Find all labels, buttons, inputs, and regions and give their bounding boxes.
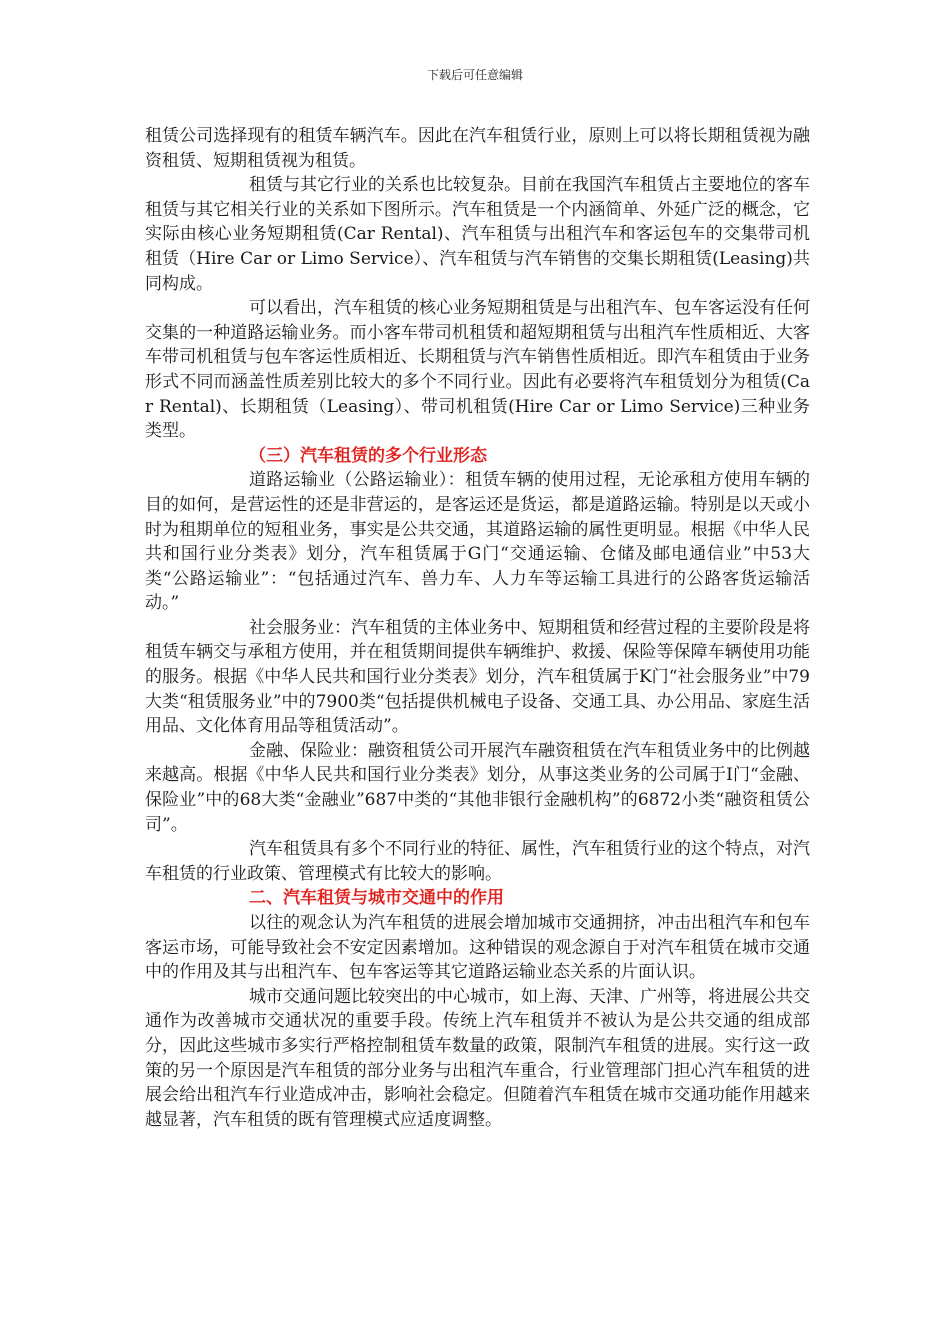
paragraph-social-service: 社会服务业：汽车租赁的主体业务中、短期租赁和经营过程的主要阶段是将租赁车辆交与承租方使用，并在租赁期间提供车辆维护、救援、保险等保障车辆使用功能的服务。根据《中华人民共和国行业分类表》划分，汽车租赁属于K门“社会服务业”中79大类“租赁服务业”中的7900类“包括提供机械电子设备、交通工具、办公用品、家庭生活用品、文化体育用品等租赁活动”。 bbox=[145, 617, 810, 737]
paragraph-2: 租赁与其它行业的关系也比较复杂。目前在我国汽车租赁占主要地位的客车租赁与其它相关行业的关系如下图所示。汽车租赁是一个内涵简单、外延广泛的概念，它实际由核心业务短期租赁(Car Rental)、汽车租赁与出租汽车和客运包车的交集带司机租赁（Hire Car or Limo Service）、汽车租赁与汽车销售的交集长期租赁(Leasing)共同构成。 bbox=[145, 175, 810, 294]
paragraph-road-transport: 道路运输业（公路运输业）：租赁车辆的使用过程，无论承租方使用车辆的目的如何，是营运性的还是非营运的，是客运还是货运，都是道路运输。特别是以天或小时为租期单位的短租业务，事实是公共交通，其道路运输的属性更明显。根据《中华人民共和国行业分类表》划分，汽车租赁属于G门“交通运输、仓储及邮电通信业”中53大类“公路运输业”：“包括通过汽车、兽力车、人力车等运输工具进行的公路客货运输活动。” bbox=[145, 470, 810, 614]
paragraph-1: 租赁公司选择现有的租赁车辆汽车。因此在汽车租赁行业，原则上可以将长期租赁视为融资租赁、短期租赁视为租赁。 bbox=[145, 126, 810, 171]
document-body bbox=[145, 124, 810, 1132]
paragraph-industry-summary: 汽车租赁具有多个不同行业的特征、属性，汽车租赁行业的这个特点，对汽车租赁的行业政策、管理模式有比较大的影响。 bbox=[145, 839, 810, 884]
paragraph-3: 可以看出，汽车租赁的核心业务短期租赁是与出租汽车、包车客运没有任何交集的一种道路运输业务。而小客车带司机租赁和超短期租赁与出租汽车性质相近、大客车带司机租赁与包车客运性质相近、长期租赁与汽车销售性质相近。即汽车租赁由于业务形式不同而涵盖性质差别比较大的多个不同行业。因此有必要将汽车租赁划分为租赁(Car Rental)、长期租赁（Leasing）、带司机租赁(Hire Car or Limo Service)三种业务类型。 bbox=[145, 298, 810, 442]
page-header: 下载后可任意编辑 bbox=[426, 68, 523, 82]
section-heading-urban-traffic: 二、汽车租赁与城市交通中的作用 bbox=[249, 888, 504, 909]
paragraph-city-policy: 城市交通问题比较突出的中心城市，如上海、天津、广州等，将进展公共交通作为改善城市交通状况的重要手段。传统上汽车租赁并不被认为是公共交通的组成部分，因此这些城市多实行严格控制租赁车数量的政策，限制汽车租赁的进展。实行这一政策的另一个原因是汽车租赁的部分业务与出租汽车重合，行业管理部门担心汽车租赁的进展会给出租汽车行业造成冲击，影响社会稳定。但随着汽车租赁在城市交通功能作用越来越显著，汽车租赁的既有管理模式应适度调整。 bbox=[145, 986, 810, 1130]
paragraph-misconception: 以往的观念认为汽车租赁的进展会增加城市交通拥挤，冲击出租汽车和包车客运市场，可能导致社会不安定因素增加。这种错误的观念源自于对汽车租赁在城市交通中的作用及其与出租汽车、包车客运等其它道路运输业态关系的片面认识。 bbox=[145, 913, 810, 983]
section-heading-industry-forms: （三）汽车租赁的多个行业形态 bbox=[249, 445, 487, 466]
paragraph-finance-insurance: 金融、保险业：融资租赁公司开展汽车融资租赁在汽车租赁业务中的比例越来越高。根据《中华人民共和国行业分类表》划分，从事这类业务的公司属于I门“金融、保险业”中的68大类“金融业”687中类的“其他非银行金融机构”的6872小类“融资租赁公司”。 bbox=[145, 740, 810, 835]
